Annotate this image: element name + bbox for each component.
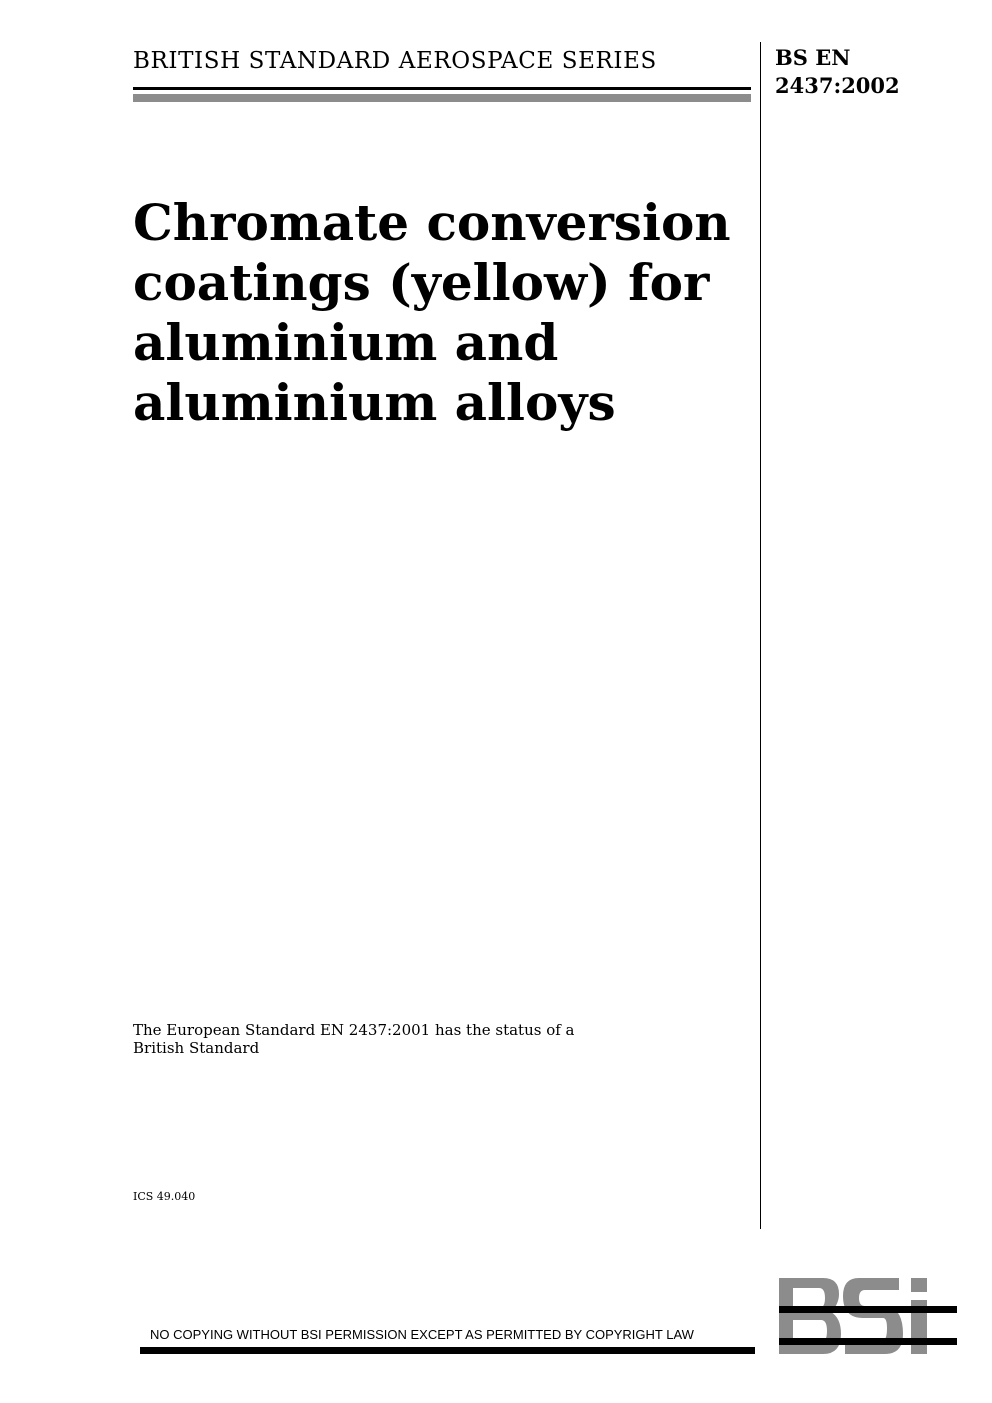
standard-number-line1: BS EN: [775, 45, 851, 70]
series-title: BRITISH STANDARD AEROSPACE SERIES: [133, 48, 657, 74]
ics-code: ICS 49.040: [133, 1190, 196, 1203]
header-rule-thin: [133, 87, 751, 90]
header-rule-grey: [133, 94, 751, 102]
title-line: aluminium alloys: [133, 373, 616, 432]
standard-number: [775, 44, 900, 100]
standard-number-line2: 2437:2002: [775, 73, 900, 98]
footer-rule: [140, 1347, 755, 1354]
title-line: coatings (yellow) for: [133, 253, 710, 312]
status-line: British Standard: [133, 1039, 260, 1057]
title-line: aluminium and: [133, 313, 559, 372]
bsi-logo: [779, 1276, 957, 1356]
copyright-notice: NO COPYING WITHOUT BSI PERMISSION EXCEPT AS PERMITTED BY COPYRIGHT LAW: [150, 1327, 694, 1342]
status-statement: [133, 1021, 575, 1057]
document-title: [133, 193, 753, 433]
title-line: Chromate conversion: [133, 193, 731, 252]
vertical-divider: [760, 42, 761, 1229]
status-line: The European Standard EN 2437:2001 has the status of a: [133, 1021, 575, 1039]
